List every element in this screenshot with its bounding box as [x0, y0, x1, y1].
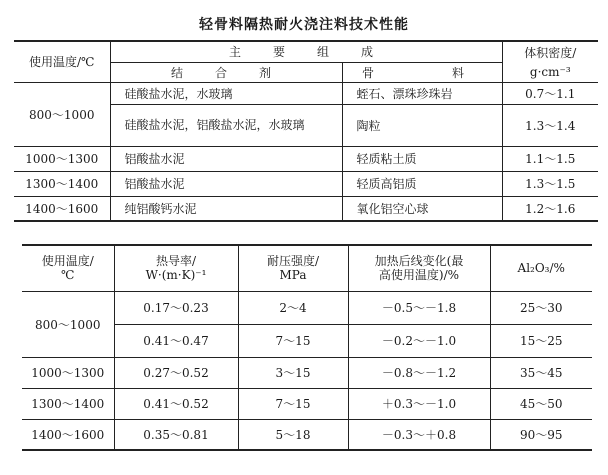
cell-linear-change: －0.5～－1.8	[348, 291, 490, 324]
cell-temp: 1300～1400	[22, 388, 114, 419]
cell-conductivity: 0.41～0.47	[114, 324, 238, 357]
cell-strength: 2～4	[238, 291, 348, 324]
cell-binder: 铝酸盐水泥	[110, 171, 342, 196]
header-temp	[22, 245, 114, 291]
cell-aggregate: 氧化铝空心球	[342, 196, 502, 221]
cell-conductivity: 0.27～0.52	[114, 357, 238, 388]
cell-aggregate: 轻质高铝质	[342, 171, 502, 196]
header-temp: 使用温度/℃	[14, 41, 110, 82]
header-strength-line1: 耐压强度/	[266, 254, 320, 269]
cell-density: 1.3～1.4	[502, 104, 598, 146]
cell-binder: 铝酸盐水泥	[110, 146, 342, 171]
table-row	[14, 196, 598, 221]
cell-al2o3: 25～30	[490, 291, 592, 324]
cell-linear-change: －0.2～－1.0	[348, 324, 490, 357]
cell-linear-change: －0.8～－1.2	[348, 357, 490, 388]
header-temp-line2: ℃	[61, 268, 75, 283]
table-row	[22, 388, 592, 419]
cell-temp: 1400～1600	[22, 419, 114, 450]
cell-conductivity: 0.41～0.52	[114, 388, 238, 419]
cell-temp: 1000～1300	[22, 357, 114, 388]
header-al2o3: Al₂O₃/%	[490, 245, 592, 291]
cell-binder: 硅酸盐水泥，水玻璃	[110, 82, 342, 104]
header-main-composition: 主 要 组 成	[110, 41, 502, 62]
table-row	[22, 357, 592, 388]
table-row	[22, 291, 592, 324]
properties-table	[22, 244, 592, 451]
cell-temp: 1300～1400	[14, 171, 110, 196]
header-conductivity	[114, 245, 238, 291]
cell-density: 1.1～1.5	[502, 146, 598, 171]
header-density-1: 体积密度/	[502, 41, 598, 62]
cell-density: 1.3～1.5	[502, 171, 598, 196]
cell-al2o3: 45～50	[490, 388, 592, 419]
cell-temp: 800～1000	[22, 291, 114, 357]
cell-conductivity: 0.17～0.23	[114, 291, 238, 324]
header-conductivity-line1: 热导率/	[155, 254, 197, 269]
cell-density: 0.7～1.1	[502, 82, 598, 104]
table-row	[14, 82, 598, 104]
cell-al2o3: 15～25	[490, 324, 592, 357]
cell-al2o3: 35～45	[490, 357, 592, 388]
header-density-2: g·cm⁻³	[502, 62, 598, 82]
cell-temp: 1400～1600	[14, 196, 110, 221]
cell-density: 1.2～1.6	[502, 196, 598, 221]
cell-binder: 纯铝酸钙水泥	[110, 196, 342, 221]
cell-strength: 3～15	[238, 357, 348, 388]
header-linear-line2: 高使用温度)/%	[378, 268, 460, 283]
header-temp-line1: 使用温度/	[41, 254, 94, 269]
cell-binder: 硅酸盐水泥，铝酸盐水泥，水玻璃	[110, 104, 342, 146]
header-linear-line1: 加热后线变化(最	[374, 254, 464, 269]
cell-al2o3: 90～95	[490, 419, 592, 450]
cell-strength: 7～15	[238, 388, 348, 419]
cell-temp: 800～1000	[14, 82, 110, 146]
cell-aggregate: 蛭石、漂珠珍珠岩	[342, 82, 502, 104]
cell-linear-change: －0.3～＋0.8	[348, 419, 490, 450]
header-strength-line2: MPa	[279, 268, 307, 283]
header-linear-change	[348, 245, 490, 291]
header-aggregate: 骨 料	[342, 62, 502, 82]
cell-temp: 1000～1300	[14, 146, 110, 171]
header-strength	[238, 245, 348, 291]
cell-linear-change: ＋0.3～－1.0	[348, 388, 490, 419]
table-row	[14, 146, 598, 171]
cell-strength: 5～18	[238, 419, 348, 450]
page-title: 轻骨料隔热耐火浇注料技术性能	[199, 17, 409, 33]
table-row	[14, 171, 598, 196]
header-conductivity-line2: W·(m·K)⁻¹	[145, 268, 207, 283]
cell-aggregate: 轻质粘土质	[342, 146, 502, 171]
table-row	[22, 419, 592, 450]
cell-aggregate: 陶粒	[342, 104, 502, 146]
cell-conductivity: 0.35～0.81	[114, 419, 238, 450]
composition-table	[14, 40, 598, 222]
cell-strength: 7～15	[238, 324, 348, 357]
header-binder: 结 合 剂	[110, 62, 342, 82]
